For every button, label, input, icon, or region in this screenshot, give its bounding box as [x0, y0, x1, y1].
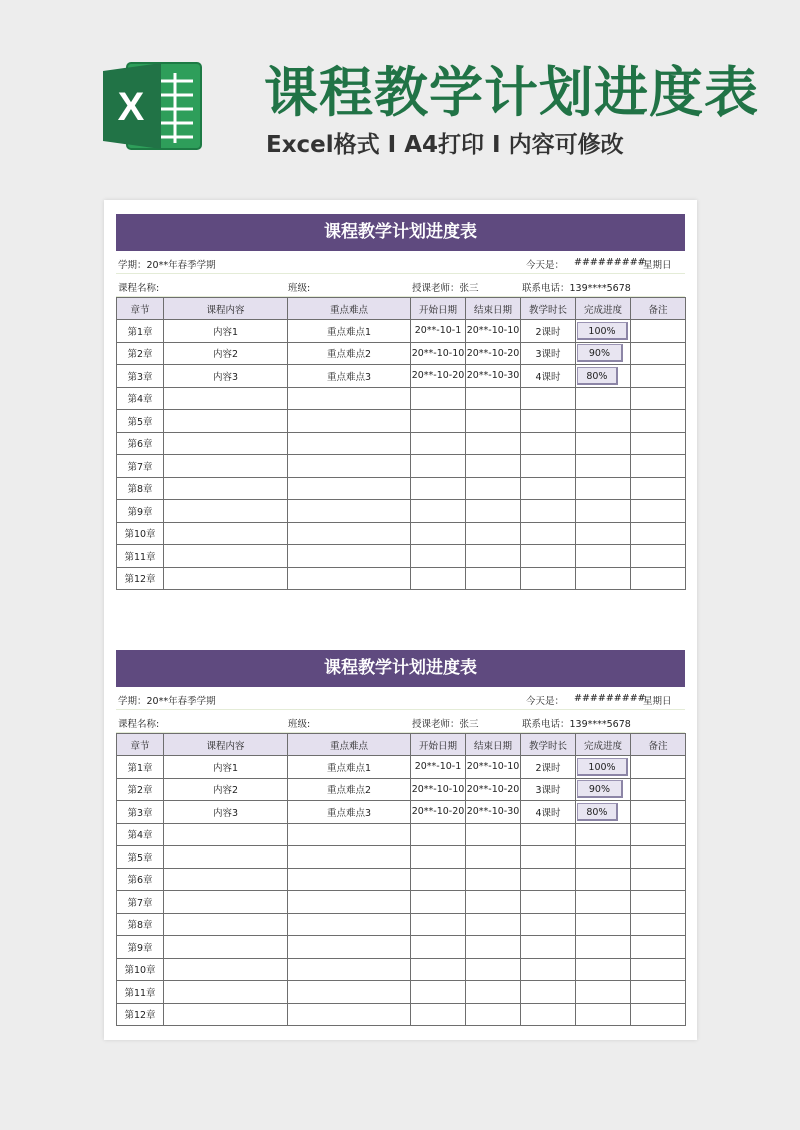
cell-progress[interactable]: [576, 1003, 631, 1026]
plan-sheet-1: [116, 214, 685, 590]
cell-content[interactable]: [164, 1003, 288, 1026]
cell-hours[interactable]: 2课时: [521, 756, 576, 779]
cell-key[interactable]: [288, 846, 411, 869]
cell-hours[interactable]: [521, 981, 576, 1004]
cell-key[interactable]: [288, 823, 411, 846]
cell-key[interactable]: [288, 958, 411, 981]
cell-start[interactable]: [411, 846, 466, 869]
cell-content[interactable]: [164, 432, 288, 455]
teacher-label: 授课老师：张三: [412, 719, 479, 730]
table-row: [117, 387, 686, 410]
cell-hours[interactable]: [521, 500, 576, 523]
progress-bar: 90%: [577, 780, 623, 798]
cell-chapter[interactable]: 第2章: [117, 778, 164, 801]
cell-note[interactable]: [631, 567, 686, 590]
today-value[interactable]: #########: [574, 693, 646, 704]
cell-end[interactable]: [466, 567, 521, 590]
today-label: 今天是：: [526, 696, 565, 707]
table-row: [117, 522, 686, 545]
table-row: [117, 868, 686, 891]
cell-note[interactable]: [631, 981, 686, 1004]
cell-chapter[interactable]: 第7章: [117, 455, 164, 478]
column-header: 完成进度: [576, 734, 631, 756]
info-row-course: [116, 710, 685, 733]
cell-note[interactable]: [631, 522, 686, 545]
cell-hours[interactable]: [521, 410, 576, 433]
today-label: 今天是：: [526, 260, 565, 271]
cell-note[interactable]: [631, 545, 686, 568]
cell-key[interactable]: 重点难点3: [288, 801, 411, 824]
cell-end[interactable]: [466, 913, 521, 936]
cell-key[interactable]: [288, 981, 411, 1004]
phone-label: 联系电话：139****5678: [522, 283, 631, 294]
cell-chapter[interactable]: 第7章: [117, 891, 164, 914]
cell-end[interactable]: [466, 387, 521, 410]
cell-content[interactable]: [164, 545, 288, 568]
column-header: 重点难点: [288, 298, 411, 320]
table-row: [117, 455, 686, 478]
cell-end[interactable]: [466, 936, 521, 959]
column-header: 教学时长: [521, 298, 576, 320]
cell-content[interactable]: 内容1: [164, 320, 288, 343]
cell-end[interactable]: [466, 891, 521, 914]
cell-content[interactable]: 内容3: [164, 801, 288, 824]
cell-progress[interactable]: [576, 846, 631, 869]
course-name-label: 课程名称:: [118, 283, 160, 294]
cell-note[interactable]: [631, 432, 686, 455]
cell-content[interactable]: 内容2: [164, 342, 288, 365]
cell-key[interactable]: [288, 432, 411, 455]
page-subtitle: Excel格式 I A4打印 I 内容可修改: [266, 132, 624, 158]
cell-content[interactable]: [164, 455, 288, 478]
cell-end[interactable]: [466, 432, 521, 455]
table-row: [117, 500, 686, 523]
cell-chapter[interactable]: 第12章: [117, 567, 164, 590]
cell-hours[interactable]: 4课时: [521, 365, 576, 388]
cell-chapter[interactable]: 第9章: [117, 500, 164, 523]
cell-progress[interactable]: [576, 455, 631, 478]
column-header: 章节: [117, 298, 164, 320]
cell-start[interactable]: [411, 567, 466, 590]
table-row: [117, 823, 686, 846]
cell-hours[interactable]: [521, 868, 576, 891]
cell-note[interactable]: [631, 936, 686, 959]
cell-content[interactable]: [164, 981, 288, 1004]
cell-progress[interactable]: [576, 387, 631, 410]
cell-content[interactable]: [164, 913, 288, 936]
cell-note[interactable]: [631, 823, 686, 846]
cell-progress[interactable]: [576, 567, 631, 590]
cell-end[interactable]: [466, 823, 521, 846]
cell-content[interactable]: 内容3: [164, 365, 288, 388]
cell-key[interactable]: 重点难点2: [288, 778, 411, 801]
table-row: [117, 846, 686, 869]
cell-start[interactable]: [411, 410, 466, 433]
column-header: 开始日期: [411, 734, 466, 756]
cell-start[interactable]: 20**-10-10: [411, 778, 466, 801]
table-row: [117, 913, 686, 936]
cell-progress[interactable]: [576, 410, 631, 433]
column-header: 重点难点: [288, 734, 411, 756]
cell-note[interactable]: [631, 801, 686, 824]
cell-note[interactable]: [631, 500, 686, 523]
cell-key[interactable]: [288, 913, 411, 936]
cell-key[interactable]: [288, 1003, 411, 1026]
cell-progress[interactable]: [576, 365, 631, 388]
cell-chapter[interactable]: 第1章: [117, 320, 164, 343]
cell-start[interactable]: [411, 387, 466, 410]
cell-progress[interactable]: [576, 320, 631, 343]
cell-note[interactable]: [631, 342, 686, 365]
cell-chapter[interactable]: 第12章: [117, 1003, 164, 1026]
cell-start[interactable]: 20**-10-20: [411, 365, 466, 388]
column-header: 开始日期: [411, 298, 466, 320]
table-row: [117, 342, 686, 365]
cell-hours[interactable]: [521, 522, 576, 545]
cell-key[interactable]: [288, 545, 411, 568]
class-label: 班级:: [288, 719, 311, 730]
cell-hours[interactable]: [521, 913, 576, 936]
cell-start[interactable]: [411, 868, 466, 891]
cell-hours[interactable]: [521, 936, 576, 959]
teacher-label: 授课老师：张三: [412, 283, 479, 294]
cell-key[interactable]: 重点难点1: [288, 320, 411, 343]
cell-chapter[interactable]: 第8章: [117, 477, 164, 500]
cell-chapter[interactable]: 第2章: [117, 342, 164, 365]
info-row-term: [116, 687, 685, 710]
cell-chapter[interactable]: 第4章: [117, 823, 164, 846]
cell-start[interactable]: 20**-10-1: [411, 320, 466, 343]
cell-chapter[interactable]: 第10章: [117, 958, 164, 981]
cell-end[interactable]: [466, 1003, 521, 1026]
cell-content[interactable]: [164, 387, 288, 410]
cell-progress[interactable]: [576, 342, 631, 365]
cell-start[interactable]: [411, 500, 466, 523]
cell-content[interactable]: [164, 410, 288, 433]
cell-content[interactable]: [164, 500, 288, 523]
table-row: [117, 981, 686, 1004]
column-header: 结束日期: [466, 298, 521, 320]
cell-progress[interactable]: [576, 958, 631, 981]
cell-start[interactable]: [411, 455, 466, 478]
column-header: 课程内容: [164, 298, 288, 320]
cell-content[interactable]: [164, 567, 288, 590]
course-name-label: 课程名称:: [118, 719, 160, 730]
plan-table: [116, 733, 686, 1026]
cell-hours[interactable]: 4课时: [521, 801, 576, 824]
cell-chapter[interactable]: 第3章: [117, 365, 164, 388]
table-row: [117, 1003, 686, 1026]
cell-key[interactable]: [288, 500, 411, 523]
cell-chapter[interactable]: 第5章: [117, 846, 164, 869]
cell-hours[interactable]: [521, 958, 576, 981]
cell-content[interactable]: 内容1: [164, 756, 288, 779]
cell-start[interactable]: 20**-10-10: [411, 342, 466, 365]
cell-progress[interactable]: [576, 756, 631, 779]
weekday-value: 星期日: [643, 260, 672, 271]
cell-end[interactable]: 20**-10-10: [466, 320, 521, 343]
cell-end[interactable]: [466, 958, 521, 981]
cell-hours[interactable]: [521, 545, 576, 568]
cell-note[interactable]: [631, 1003, 686, 1026]
cell-note[interactable]: [631, 778, 686, 801]
cell-end[interactable]: [466, 868, 521, 891]
cell-start[interactable]: 20**-10-20: [411, 801, 466, 824]
table-row: [117, 432, 686, 455]
cell-progress[interactable]: [576, 868, 631, 891]
svg-text:X: X: [117, 85, 145, 129]
cell-start[interactable]: [411, 936, 466, 959]
cell-chapter[interactable]: 第11章: [117, 545, 164, 568]
plan-sheet-2: [116, 650, 685, 1026]
progress-bar: 90%: [577, 344, 623, 362]
table-row: [117, 410, 686, 433]
cell-progress[interactable]: [576, 522, 631, 545]
cell-content[interactable]: 内容2: [164, 778, 288, 801]
cell-content[interactable]: [164, 846, 288, 869]
cell-hours[interactable]: [521, 823, 576, 846]
cell-start[interactable]: [411, 545, 466, 568]
table-header-row: [117, 734, 686, 756]
cell-start[interactable]: [411, 958, 466, 981]
cell-progress[interactable]: [576, 891, 631, 914]
cell-key[interactable]: [288, 522, 411, 545]
table-row: [117, 756, 686, 779]
cell-content[interactable]: [164, 868, 288, 891]
cell-end[interactable]: 20**-10-10: [466, 756, 521, 779]
table-row: [117, 958, 686, 981]
cell-progress[interactable]: [576, 981, 631, 1004]
cell-hours[interactable]: [521, 567, 576, 590]
weekday-value: 星期日: [643, 696, 672, 707]
cell-note[interactable]: [631, 756, 686, 779]
cell-key[interactable]: [288, 387, 411, 410]
cell-chapter[interactable]: 第4章: [117, 387, 164, 410]
cell-chapter[interactable]: 第6章: [117, 868, 164, 891]
term-label: 学期：20**年春季学期: [118, 260, 216, 271]
cell-chapter[interactable]: 第1章: [117, 756, 164, 779]
cell-content[interactable]: [164, 958, 288, 981]
column-header: 完成进度: [576, 298, 631, 320]
cell-progress[interactable]: [576, 500, 631, 523]
cell-start[interactable]: [411, 1003, 466, 1026]
cell-note[interactable]: [631, 958, 686, 981]
cell-chapter[interactable]: 第8章: [117, 913, 164, 936]
excel-logo-icon: [101, 57, 205, 155]
cell-end[interactable]: [466, 500, 521, 523]
cell-start[interactable]: [411, 477, 466, 500]
cell-content[interactable]: [164, 936, 288, 959]
cell-hours[interactable]: [521, 891, 576, 914]
cell-end[interactable]: [466, 455, 521, 478]
column-header: 备注: [631, 734, 686, 756]
cell-hours[interactable]: 3课时: [521, 778, 576, 801]
cell-key[interactable]: 重点难点1: [288, 756, 411, 779]
cell-hours[interactable]: [521, 387, 576, 410]
info-row-course: [116, 274, 685, 297]
cell-note[interactable]: [631, 320, 686, 343]
cell-end[interactable]: [466, 545, 521, 568]
cell-key[interactable]: [288, 891, 411, 914]
cell-start[interactable]: [411, 981, 466, 1004]
cell-end[interactable]: [466, 522, 521, 545]
cell-hours[interactable]: 2课时: [521, 320, 576, 343]
cell-key[interactable]: [288, 455, 411, 478]
progress-bar: 80%: [577, 367, 618, 385]
cell-start[interactable]: [411, 522, 466, 545]
cell-chapter[interactable]: 第9章: [117, 936, 164, 959]
cell-progress[interactable]: [576, 778, 631, 801]
cell-chapter[interactable]: 第5章: [117, 410, 164, 433]
cell-key[interactable]: 重点难点3: [288, 365, 411, 388]
cell-note[interactable]: [631, 455, 686, 478]
cell-note[interactable]: [631, 846, 686, 869]
cell-hours[interactable]: [521, 432, 576, 455]
cell-content[interactable]: [164, 477, 288, 500]
cell-hours[interactable]: 3课时: [521, 342, 576, 365]
cell-hours[interactable]: [521, 455, 576, 478]
plan-table: [116, 297, 686, 590]
cell-note[interactable]: [631, 387, 686, 410]
table-header-row: [117, 298, 686, 320]
cell-key[interactable]: 重点难点2: [288, 342, 411, 365]
table-row: [117, 320, 686, 343]
phone-label: 联系电话：139****5678: [522, 719, 631, 730]
column-header: 备注: [631, 298, 686, 320]
cell-note[interactable]: [631, 891, 686, 914]
cell-hours[interactable]: [521, 846, 576, 869]
cell-key[interactable]: [288, 936, 411, 959]
progress-bar: 100%: [577, 758, 628, 776]
cell-progress[interactable]: [576, 801, 631, 824]
cell-end[interactable]: [466, 410, 521, 433]
cell-progress[interactable]: [576, 545, 631, 568]
column-header: 教学时长: [521, 734, 576, 756]
table-row: [117, 365, 686, 388]
column-header: 结束日期: [466, 734, 521, 756]
cell-progress[interactable]: [576, 913, 631, 936]
table-row: [117, 778, 686, 801]
sheet-title: 课程教学计划进度表: [116, 214, 685, 251]
cell-note[interactable]: [631, 477, 686, 500]
cell-start[interactable]: [411, 823, 466, 846]
table-row: [117, 936, 686, 959]
table-row: [117, 567, 686, 590]
cell-hours[interactable]: [521, 1003, 576, 1026]
term-label: 学期：20**年春季学期: [118, 696, 216, 707]
cell-end[interactable]: 20**-10-30: [466, 801, 521, 824]
info-row-term: [116, 251, 685, 274]
cell-progress[interactable]: [576, 432, 631, 455]
page-title: 课程教学计划进度表: [264, 61, 759, 124]
cell-note[interactable]: [631, 410, 686, 433]
cell-content[interactable]: [164, 891, 288, 914]
cell-key[interactable]: [288, 868, 411, 891]
table-row: [117, 545, 686, 568]
cell-chapter[interactable]: 第11章: [117, 981, 164, 1004]
column-header: 课程内容: [164, 734, 288, 756]
table-row: [117, 801, 686, 824]
column-header: 章节: [117, 734, 164, 756]
cell-note[interactable]: [631, 365, 686, 388]
cell-key[interactable]: [288, 410, 411, 433]
cell-end[interactable]: 20**-10-20: [466, 342, 521, 365]
cell-end[interactable]: 20**-10-20: [466, 778, 521, 801]
sheet-title: 课程教学计划进度表: [116, 650, 685, 687]
cell-start[interactable]: [411, 913, 466, 936]
cell-key[interactable]: [288, 567, 411, 590]
cell-chapter[interactable]: 第6章: [117, 432, 164, 455]
cell-end[interactable]: [466, 477, 521, 500]
progress-bar: 100%: [577, 322, 628, 340]
cell-progress[interactable]: [576, 477, 631, 500]
today-value[interactable]: #########: [574, 257, 646, 268]
class-label: 班级:: [288, 283, 311, 294]
cell-progress[interactable]: [576, 823, 631, 846]
cell-hours[interactable]: [521, 477, 576, 500]
cell-start[interactable]: [411, 432, 466, 455]
cell-start[interactable]: 20**-10-1: [411, 756, 466, 779]
cell-chapter[interactable]: 第10章: [117, 522, 164, 545]
progress-bar: 80%: [577, 803, 618, 821]
cell-note[interactable]: [631, 913, 686, 936]
cell-note[interactable]: [631, 868, 686, 891]
cell-content[interactable]: [164, 522, 288, 545]
cell-start[interactable]: [411, 891, 466, 914]
cell-end[interactable]: 20**-10-30: [466, 365, 521, 388]
cell-end[interactable]: [466, 846, 521, 869]
table-row: [117, 477, 686, 500]
cell-progress[interactable]: [576, 936, 631, 959]
cell-chapter[interactable]: 第3章: [117, 801, 164, 824]
cell-end[interactable]: [466, 981, 521, 1004]
cell-content[interactable]: [164, 823, 288, 846]
cell-key[interactable]: [288, 477, 411, 500]
table-row: [117, 891, 686, 914]
